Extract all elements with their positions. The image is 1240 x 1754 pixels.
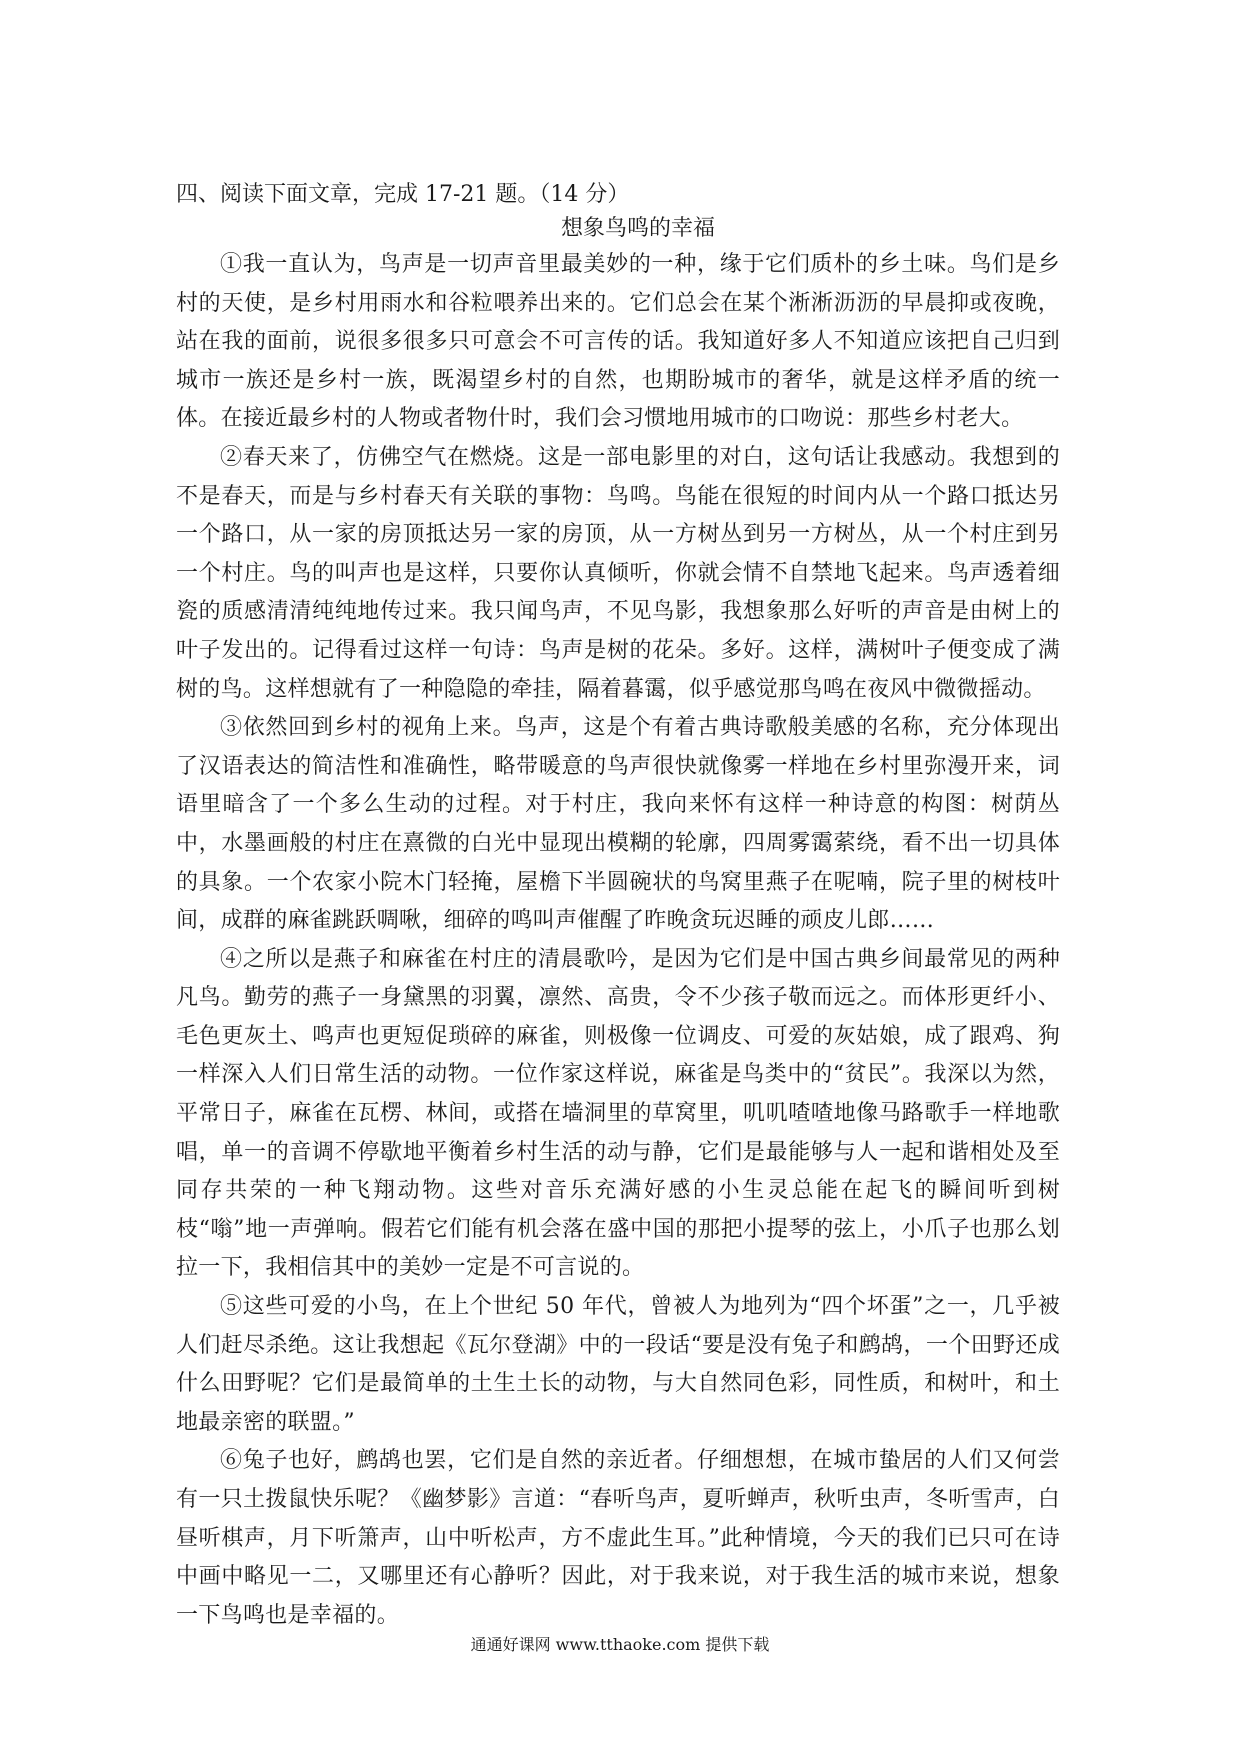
section-heading: 四、阅读下面文章，完成 17-21 题。（14 分） bbox=[176, 182, 630, 207]
paragraph-3: ③依然回到乡村的视角上来。鸟声，这是个有着古典诗歌般美感的名称，充分体现出了汉语表达的简洁性和准确性，略带暖意的鸟声很快就像雾一样地在乡村里弥漫开来，词语里暗含了一个多么生动的过程。对于村庄，我向来怀有这样一种诗意的构图：树荫丛中，水墨画般的村庄在熹微的白光中显现出模糊的轮廓，四周雾霭萦绕，看不出一切具体的具象。一个农家小院木门轻掩，屋檐下半圆碗状的鸟窝里燕子在呢喃，院子里的树枝叶间，成群的麻雀跳跃啁啾，细碎的鸣叫声催醒了昨晚贪玩迟睡的顽皮儿郎…… bbox=[176, 715, 1060, 934]
paragraph-4: ④之所以是燕子和麻雀在村庄的清晨歌吟，是因为它们是中国古典乡间最常见的两种凡鸟。勤劳的燕子一身黛黑的羽翼，凛然、高贵，令不少孩子敬而远之。而体形更纤小、毛色更灰土、鸣声也更短促琐碎的麻雀，则极像一位调皮、可爱的灰姑娘，成了跟鸡、狗一样深入人们日常生活的动物。一位作家这样说，麻雀是鸟类中的“贫民”。我深以为然，平常日子，麻雀在瓦楞、林间，或搭在墙洞里的草窝里，叽叽喳喳地像马路歌手一样地歌唱，单一的音调不停歇地平衡着乡村生活的动与静，它们是最能够与人一起和谐相处及至同存共荣的一种飞翔动物。这些对音乐充满好感的小生灵总能在起飞的瞬间听到树枝“嗡”地一声弹响。假若它们能有机会落在盛中国的那把小提琴的弦上，小爪子也那么划拉一下，我相信其中的美妙一定是不可言说的。 bbox=[176, 946, 1060, 1281]
paragraph-5: ⑤这些可爱的小鸟，在上个世纪 50 年代，曾被人为地列为“四个坏蛋”之一，几乎被人们赶尽杀绝。这让我想起《瓦尔登湖》中的一段话“要是没有兔子和鹧鸪，一个田野还成什么田野呢？它们是最简单的土生土长的动物，与大自然同色彩，同性质，和树叶，和土地最亲密的联盟。” bbox=[176, 1294, 1060, 1435]
page-content bbox=[176, 178, 1060, 1635]
paragraph-1: ①我一直认为，鸟声是一切声音里最美妙的一种，缘于它们质朴的乡土味。鸟们是乡村的天使，是乡村用雨水和谷粒喂养出来的。它们总会在某个淅淅沥沥的早晨抑或夜晚，站在我的面前，说很多很多只可意会不可言传的话。我知道好多人不知道应该把自己归到城市一族还是乡村一族，既渴望乡村的自然，也期盼城市的奢华，就是这样矛盾的统一体。在接近最乡村的人物或者物什时，我们会习惯地用城市的口吻说：那些乡村老大。 bbox=[176, 252, 1060, 432]
article-title: 想象鸟鸣的幸福 bbox=[560, 216, 715, 241]
paragraph-6: ⑥兔子也好，鹧鸪也罢，它们是自然的亲近者。仔细想想，在城市蛰居的人们又何尝有一只土拨鼠快乐呢？《幽梦影》言道：“春听鸟声，夏听蝉声，秋听虫声，冬听雪声，白昼听棋声，月下听箫声，山中听松声，方不虚此生耳。”此种情境，今天的我们已只可在诗中画中略见一二，又哪里还有心静听？因此，对于我来说，对于我生活的城市来说，想象一下鸟鸣也是幸福的。 bbox=[176, 1448, 1060, 1628]
paragraph-2: ②春天来了，仿佛空气在燃烧。这是一部电影里的对白，这句话让我感动。我想到的不是春天，而是与乡村春天有关联的事物：鸟鸣。鸟能在很短的时间内从一个路口抵达另一个路口，从一家的房顶抵达另一家的房顶，从一方树丛到另一方树丛，从一个村庄到另一个村庄。鸟的叫声也是这样，只要你认真倾听，你就会情不自禁地飞起来。鸟声透着细瓷的质感清清纯纯地传过来。我只闻鸟声，不见鸟影，我想象那么好听的声音是由树上的叶子发出的。记得看过这样一句诗：鸟声是树的花朵。多好。这样，满树叶子便变成了满树的鸟。这样想就有了一种隐隐的牵挂，隔着暮霭，似乎感觉那鸟鸣在夜风中微微摇动。 bbox=[176, 444, 1060, 702]
page-footer: 通通好课网 www.tthaoke.com 提供下载 bbox=[470, 1635, 770, 1654]
